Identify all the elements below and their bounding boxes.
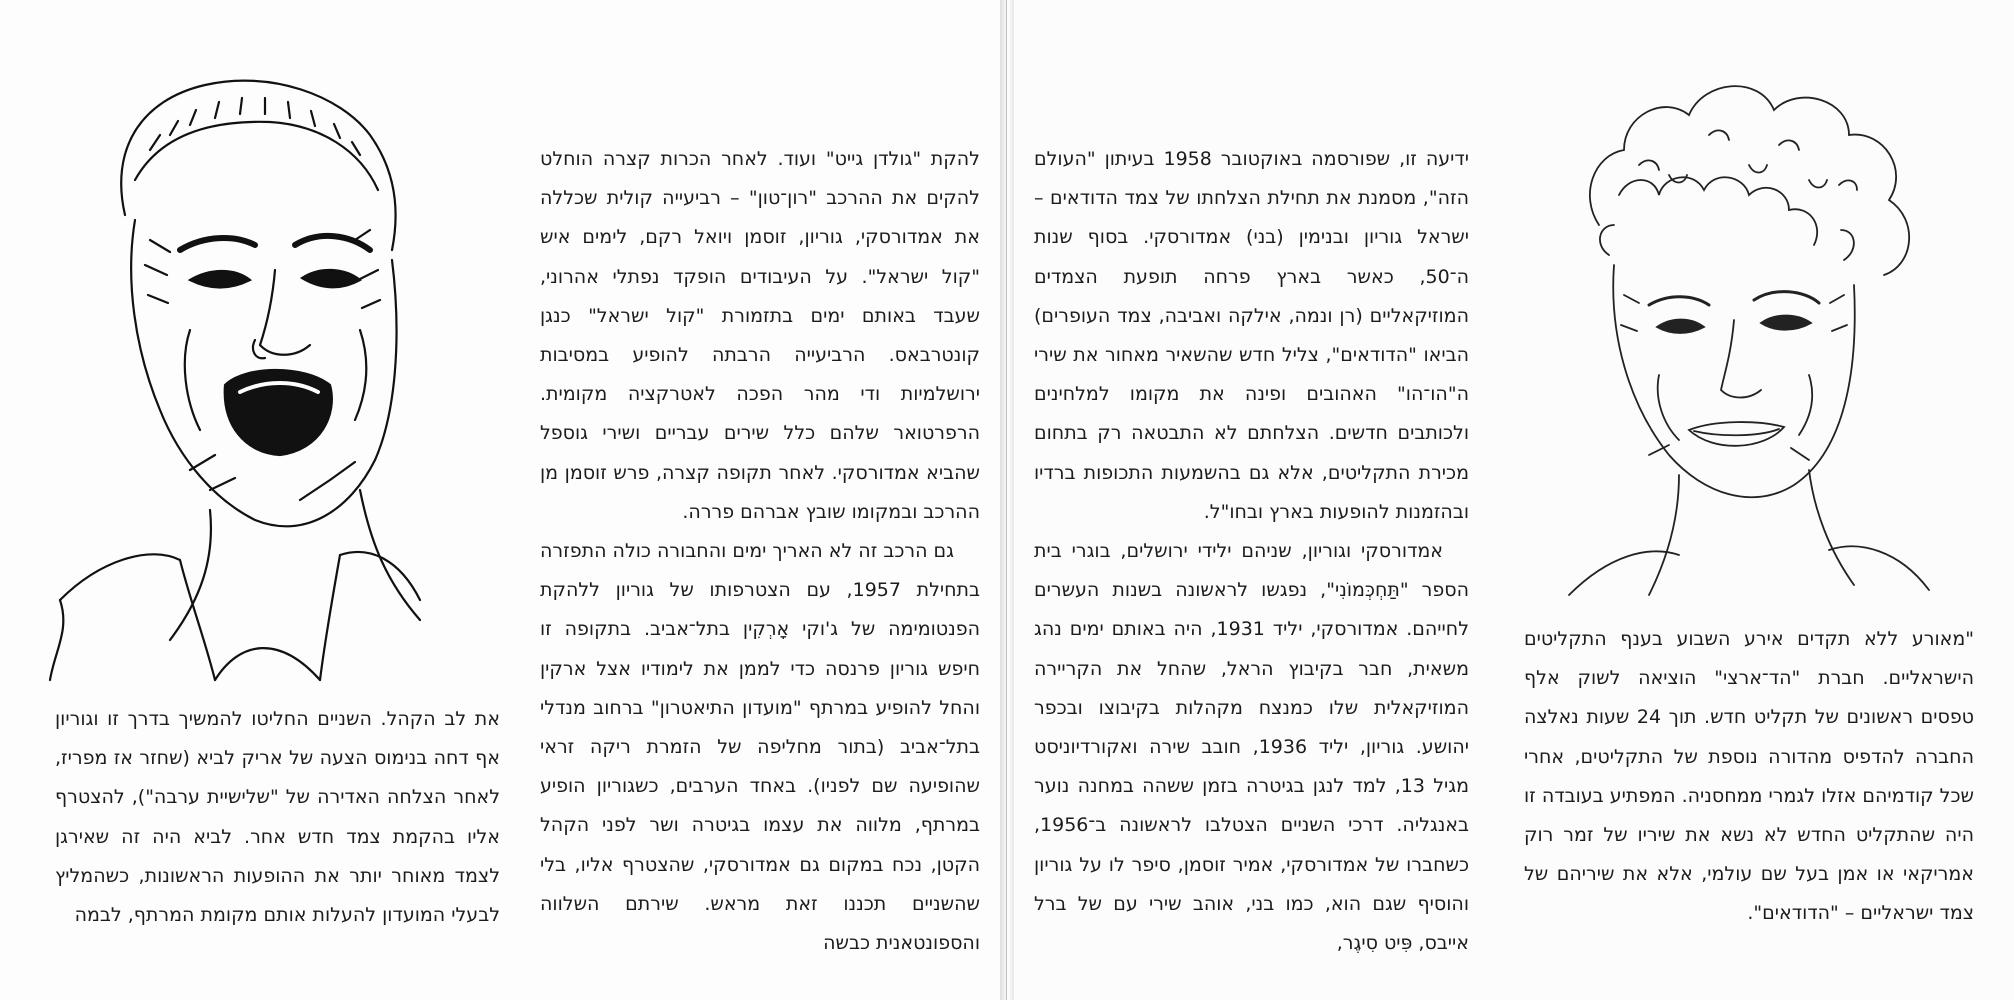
portrait-curly-haired-man-illustration [1509, 55, 1979, 615]
left-lower-paragraph: את לב הקהל. השניים החליטו להמשיך בדרך זו וגוריון אף דחה בנימוס הצעה של אריק לביא (שחזר אז מפריז, לאחר הצלחה האדירה של "שלישיית ערבה"), להצטרף אליו בהקמת צמד חדש אחר. לביא היה זה שאירגן לצמד מאוחר יותר את ההופעות הראשונות, כשהמליץ לבעלי המועדון להעלות אותם מקומת המרתף, לבמה [55, 708, 500, 927]
book-spine [1000, 0, 1014, 1000]
spine-crease [1006, 0, 1007, 1000]
right-page [1014, 0, 2014, 1000]
right-column-paragraph-2: אמדורסקי וגוריון, שניהם ילידי ירושלים, בוגרי בית הספר "תַּחְכְּמוֹנִי", נפגשו לראשונה בשנות העשרים לחייהם. אמדורסקי, יליד 1931, היה באותם ימים נהג משאית, חבר בקיבוץ הראל, שהחל את הקריירה המוזיקאלית שלו כמנצח מקהלות בקיבוצו ובכפר יהושע. גוריון, יליד 1936, חובב שירה ואקורדיוניסט מגיל 13, למד לנגן בגיטרה בזמן ששהה במחנה נוער באנגליה. דרכי השניים הצטלבו לראשונה ב־1956, כשחברו של אמדורסקי, אמיר זוסמן, סיפר לו על גוריון והוסיף שגם הוא, כמו בני, אוהב שירי עם של ברל אייבס, פִּיט סִיגֶר, [1034, 540, 1469, 955]
singing-man-drawing [40, 40, 480, 690]
right-page-text-column-left [1034, 140, 1469, 963]
left-upper-paragraph-1: להקת "גולדן גייט" ועוד. לאחר הכרות קצרה הוחלט להקים את ההרכב "רון־טון" – רביעייה קולית שכללה את אמדורסקי, גוריון, זוסמן ויואל רקם, לימים איש "קול ישראל". על העיבודים הופקד נפתלי אהרוני, שעבד באותם ימים בתזמורת "קול ישראל" כנגן קונטרבאס. הרביעייה הרבתה להופיע במסיבות ירושלמיות ודי מהר הפכה לאטרקציה מקומית. הרפרטואר שלהם כלל שירים עבריים ושירי גוספל שהביא אמדורסקי. לאחר תקופה קצרה, פרש זוסמן מן ההרכב ובמקומו שובץ אברהם פררה. [540, 148, 980, 523]
right-column-paragraph-1: ידיעה זו, שפורסמה באוקטובר 1958 בעיתון "העולם הזה", מסמנת את תחילת הצלחתו של צמד הדודאים – ישראל גוריון ובנימין (בני) אמדורסקי. בסוף שנות ה־50, כאשר בארץ פרחה תופעת הצמדים המוזיקאליים (רן ונמה, אילקה ואביבה, צמד העופרים) הביאו "הדודאים", צליל חדש שהשאיר מאחור את שירי ה"הו־הו" האהובים ופינה את מקומו למלחינים ולכותבים חדשים. הצלחתם לא התבטאה רק בתחום מכירת התקליטים, אלא גם בהשמעות התכופות ברדיו ובהזמנות להופעות בארץ ובחו"ל. [1034, 148, 1469, 523]
left-page [0, 0, 1000, 1000]
portrait-singing-man-illustration [40, 40, 480, 690]
left-page-text-column-lower [55, 700, 500, 935]
right-page-text-column-right [1524, 620, 1974, 934]
curly-hair-man-drawing [1509, 55, 1979, 615]
left-page-text-column-upper [540, 140, 980, 963]
right-opening-quote-paragraph: "מאורע ללא תקדים אירע השבוע בענף התקליטים הישראליים. חברת "הד־ארצי" הוציאה לשוק אלף טפסים ראשונים של תקליט חדש. תוך 24 שעות נאלצה החברה להדפיס מהדורה נוספת של התקליטים, אחרי שכל קודמיהם אזלו לגמרי ממחסניה. המפתיע בעובדה זו היה שהתקליט החדש לא נשא את שיריו של זמר רוק אמריקאי או אמן בעל שם עולמי, אלא את שיריהם של צמד ישראליים – "הדודאים". [1524, 628, 1975, 925]
left-upper-paragraph-2: גם הרכב זה לא האריך ימים והחבורה כולה התפזרה בתחילת 1957, עם הצטרפותו של גוריון ללהקת הפנטומימה של ג'וקי אָרְקִין בתל־אביב. בתקופה זו חיפש גוריון פרנסה כדי לממן את לימודיו אצל ארקין והחל להופיע במרתף "מועדון התיאטרון" ברחוב מנדלי בתל־אביב (בתור מחליפה של הזמרת ריקה זראי שהופיעה שם לפניו). באחד הערבים, כשגוריון הופיע במרתף, מלווה את עצמו בגיטרה ושר לפני הקהל הקטן, נכח במקום גם אמדורסקי, שהצטרף אליו, בלי שהשניים תכננו זאת מראש. שירתם השלווה והספונטאנית כבשה [540, 540, 980, 955]
